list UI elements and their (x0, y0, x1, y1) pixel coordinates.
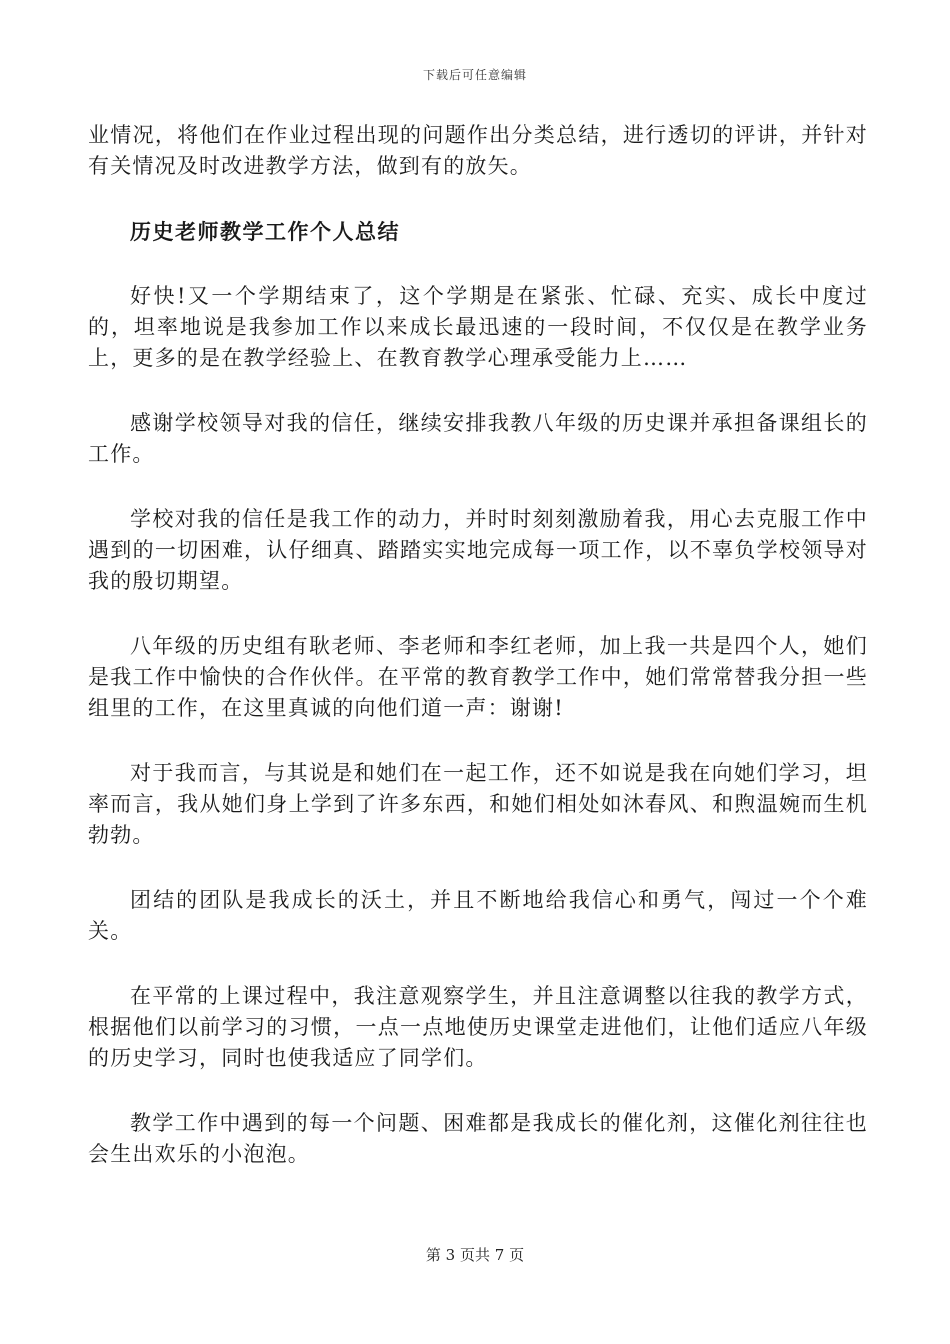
section-title: 历史老师教学工作个人总结 (130, 219, 400, 244)
page-header: 下载后可任意编辑 (422, 68, 527, 82)
body-paragraph-7: 在平常的上课过程中，我注意观察学生，并且注意调整以往我的教学方式，根据他们以前学习的习惯，一点一点地使历史课堂走进他们，让他们适应八年级的历史学习，同时也使我适应了同学们。 (88, 984, 868, 1070)
body-paragraph-2: 感谢学校领导对我的信任，继续安排我教八年级的历史课并承担备课组长的工作。 (88, 411, 868, 466)
body-paragraph-6: 团结的团队是我成长的沃土，并且不断地给我信心和勇气，闯过一个个难关。 (88, 888, 868, 943)
document-body (88, 120, 868, 1170)
body-paragraph-1: 好快!又一个学期结束了，这个学期是在紧张、忙碌、充实、成长中度过的，坦率地说是我参加工作以来成长最迅速的一段时间，不仅仅是在教学业务上，更多的是在教学经验上、在教育教学心理承受能力上…… (88, 284, 868, 370)
page-footer: 第 3 页共 7 页 (425, 1246, 525, 1264)
body-paragraph-8: 教学工作中遇到的每一个问题、困难都是我成长的催化剂，这催化剂往往也会生出欢乐的小泡泡。 (88, 1111, 868, 1166)
body-paragraph-4: 八年级的历史组有耿老师、李老师和李红老师，加上我一共是四个人，她们是我工作中愉快的合作伙伴。在平常的教育教学工作中，她们常常替我分担一些组里的工作，在这里真诚的向他们道一声：谢谢! (88, 634, 868, 720)
continued-paragraph: 业情况，将他们在作业过程出现的问题作出分类总结，进行透切的评讲，并针对有关情况及时改进教学方法，做到有的放矢。 (88, 123, 868, 178)
body-paragraph-5: 对于我而言，与其说是和她们在一起工作，还不如说是我在向她们学习，坦率而言，我从她们身上学到了许多东西，和她们相处如沐春风、和煦温婉而生机勃勃。 (88, 761, 868, 847)
body-paragraph-3: 学校对我的信任是我工作的动力，并时时刻刻激励着我，用心去克服工作中遇到的一切困难，认仔细真、踏踏实实地完成每一项工作，以不辜负学校领导对我的殷切期望。 (88, 507, 868, 593)
